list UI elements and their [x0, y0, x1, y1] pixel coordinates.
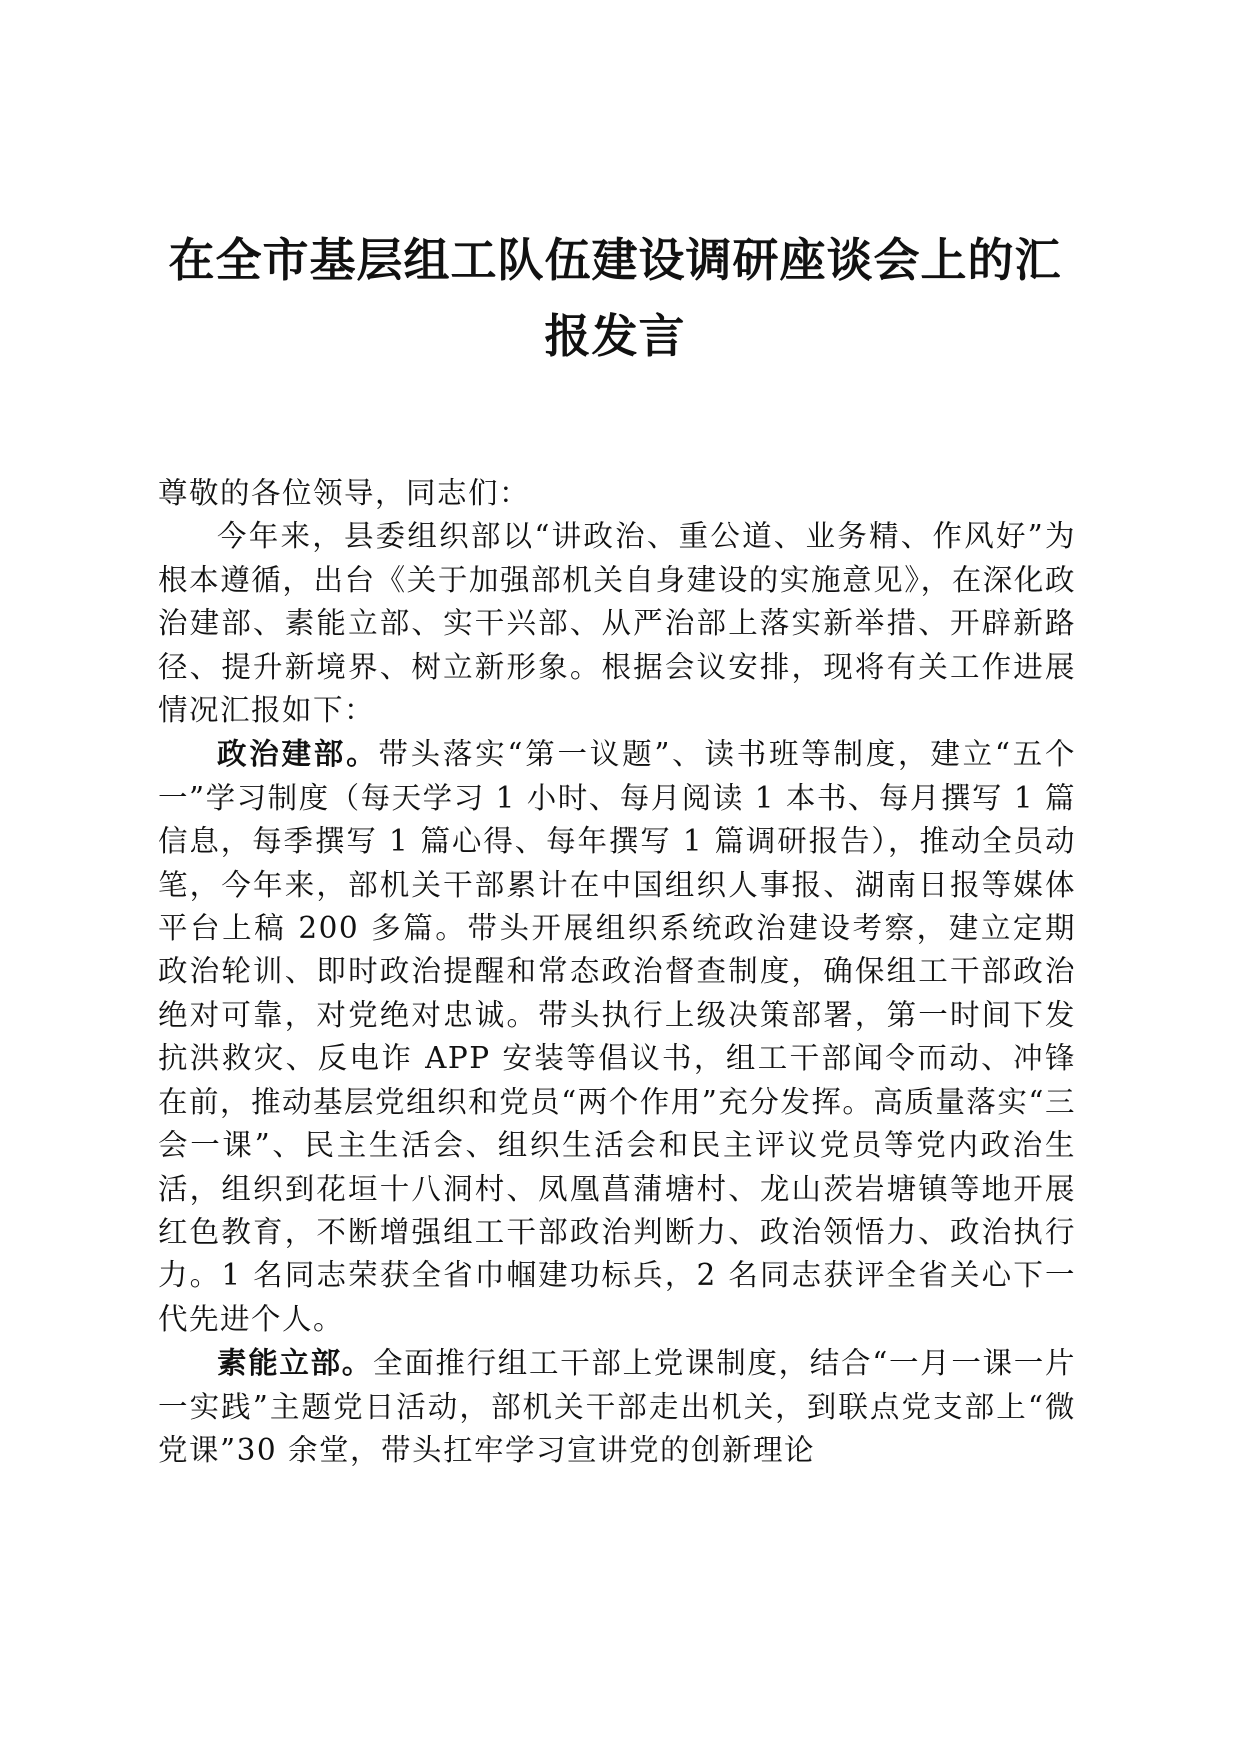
document-title: 在全市基层组工队伍建设调研座谈会上的汇报发言	[168, 233, 1062, 363]
paragraph-lead: 政治建部。	[217, 736, 379, 772]
paragraph-text: 今年来，县委组织部以“讲政治、重公道、业务精、作风好”为根本遵循，出台《关于加强部机关自身建设的实施意见》，在深化政治建部、素能立部、实干兴部、从严治部上落实新举措、开辟新路径、提升新境界、树立新形象。根据会议安排，现将有关工作进展情况汇报如下：	[158, 519, 1076, 728]
paragraph-political	[158, 732, 1076, 1341]
paragraph-intro	[158, 515, 1076, 732]
paragraph-text: 全面推行组工干部上党课制度，结合“一月一课一片一实践”主题党日活动，部机关干部走出机关，到联点党支部上“微党课”30 余堂，带头扛牢学习宣讲党的创新理论	[158, 1346, 1076, 1467]
paragraph-lead: 素能立部。	[217, 1345, 373, 1381]
paragraph-text: 带头落实“第一议题”、读书班等制度，建立“五个一”学习制度（每天学习 1 小时、每月阅读 1 本书、每月撰写 1 篇信息，每季撰写 1 篇心得、每年撰写 1 篇调研报告），推动全员动笔，今年来，部机关干部累计在中国组织人事报、湖南日报等媒体平台上稿 200 多篇。带头开展组织系统政治建设考察，建立定期政治轮训、即时政治提醒和常态政治督查制度，确保组工干部政治绝对可靠，对党绝对忠诚。带头执行上级决策部署，第一时间下发抗洪救灾、反电诈 APP 安装等倡议书，组工干部闻令而动、冲锋在前，推动基层党组织和党员“两个作用”充分发挥。高质量落实“三会一课”、民主生活会、组织生活会和民主评议党员等党内政治生活，组织到花垣十八洞村、凤凰菖蒲塘村、龙山茨岩塘镇等地开展红色教育，不断增强组工干部政治判断力、政治领悟力、政治执行力。1 名同志荣获全省巾帼建功标兵，2 名同志获评全省关心下一代先进个人。	[158, 737, 1076, 1336]
document-body	[158, 472, 1076, 1472]
paragraph-competence	[158, 1341, 1076, 1472]
salutation: 尊敬的各位领导，同志们：	[158, 476, 531, 510]
